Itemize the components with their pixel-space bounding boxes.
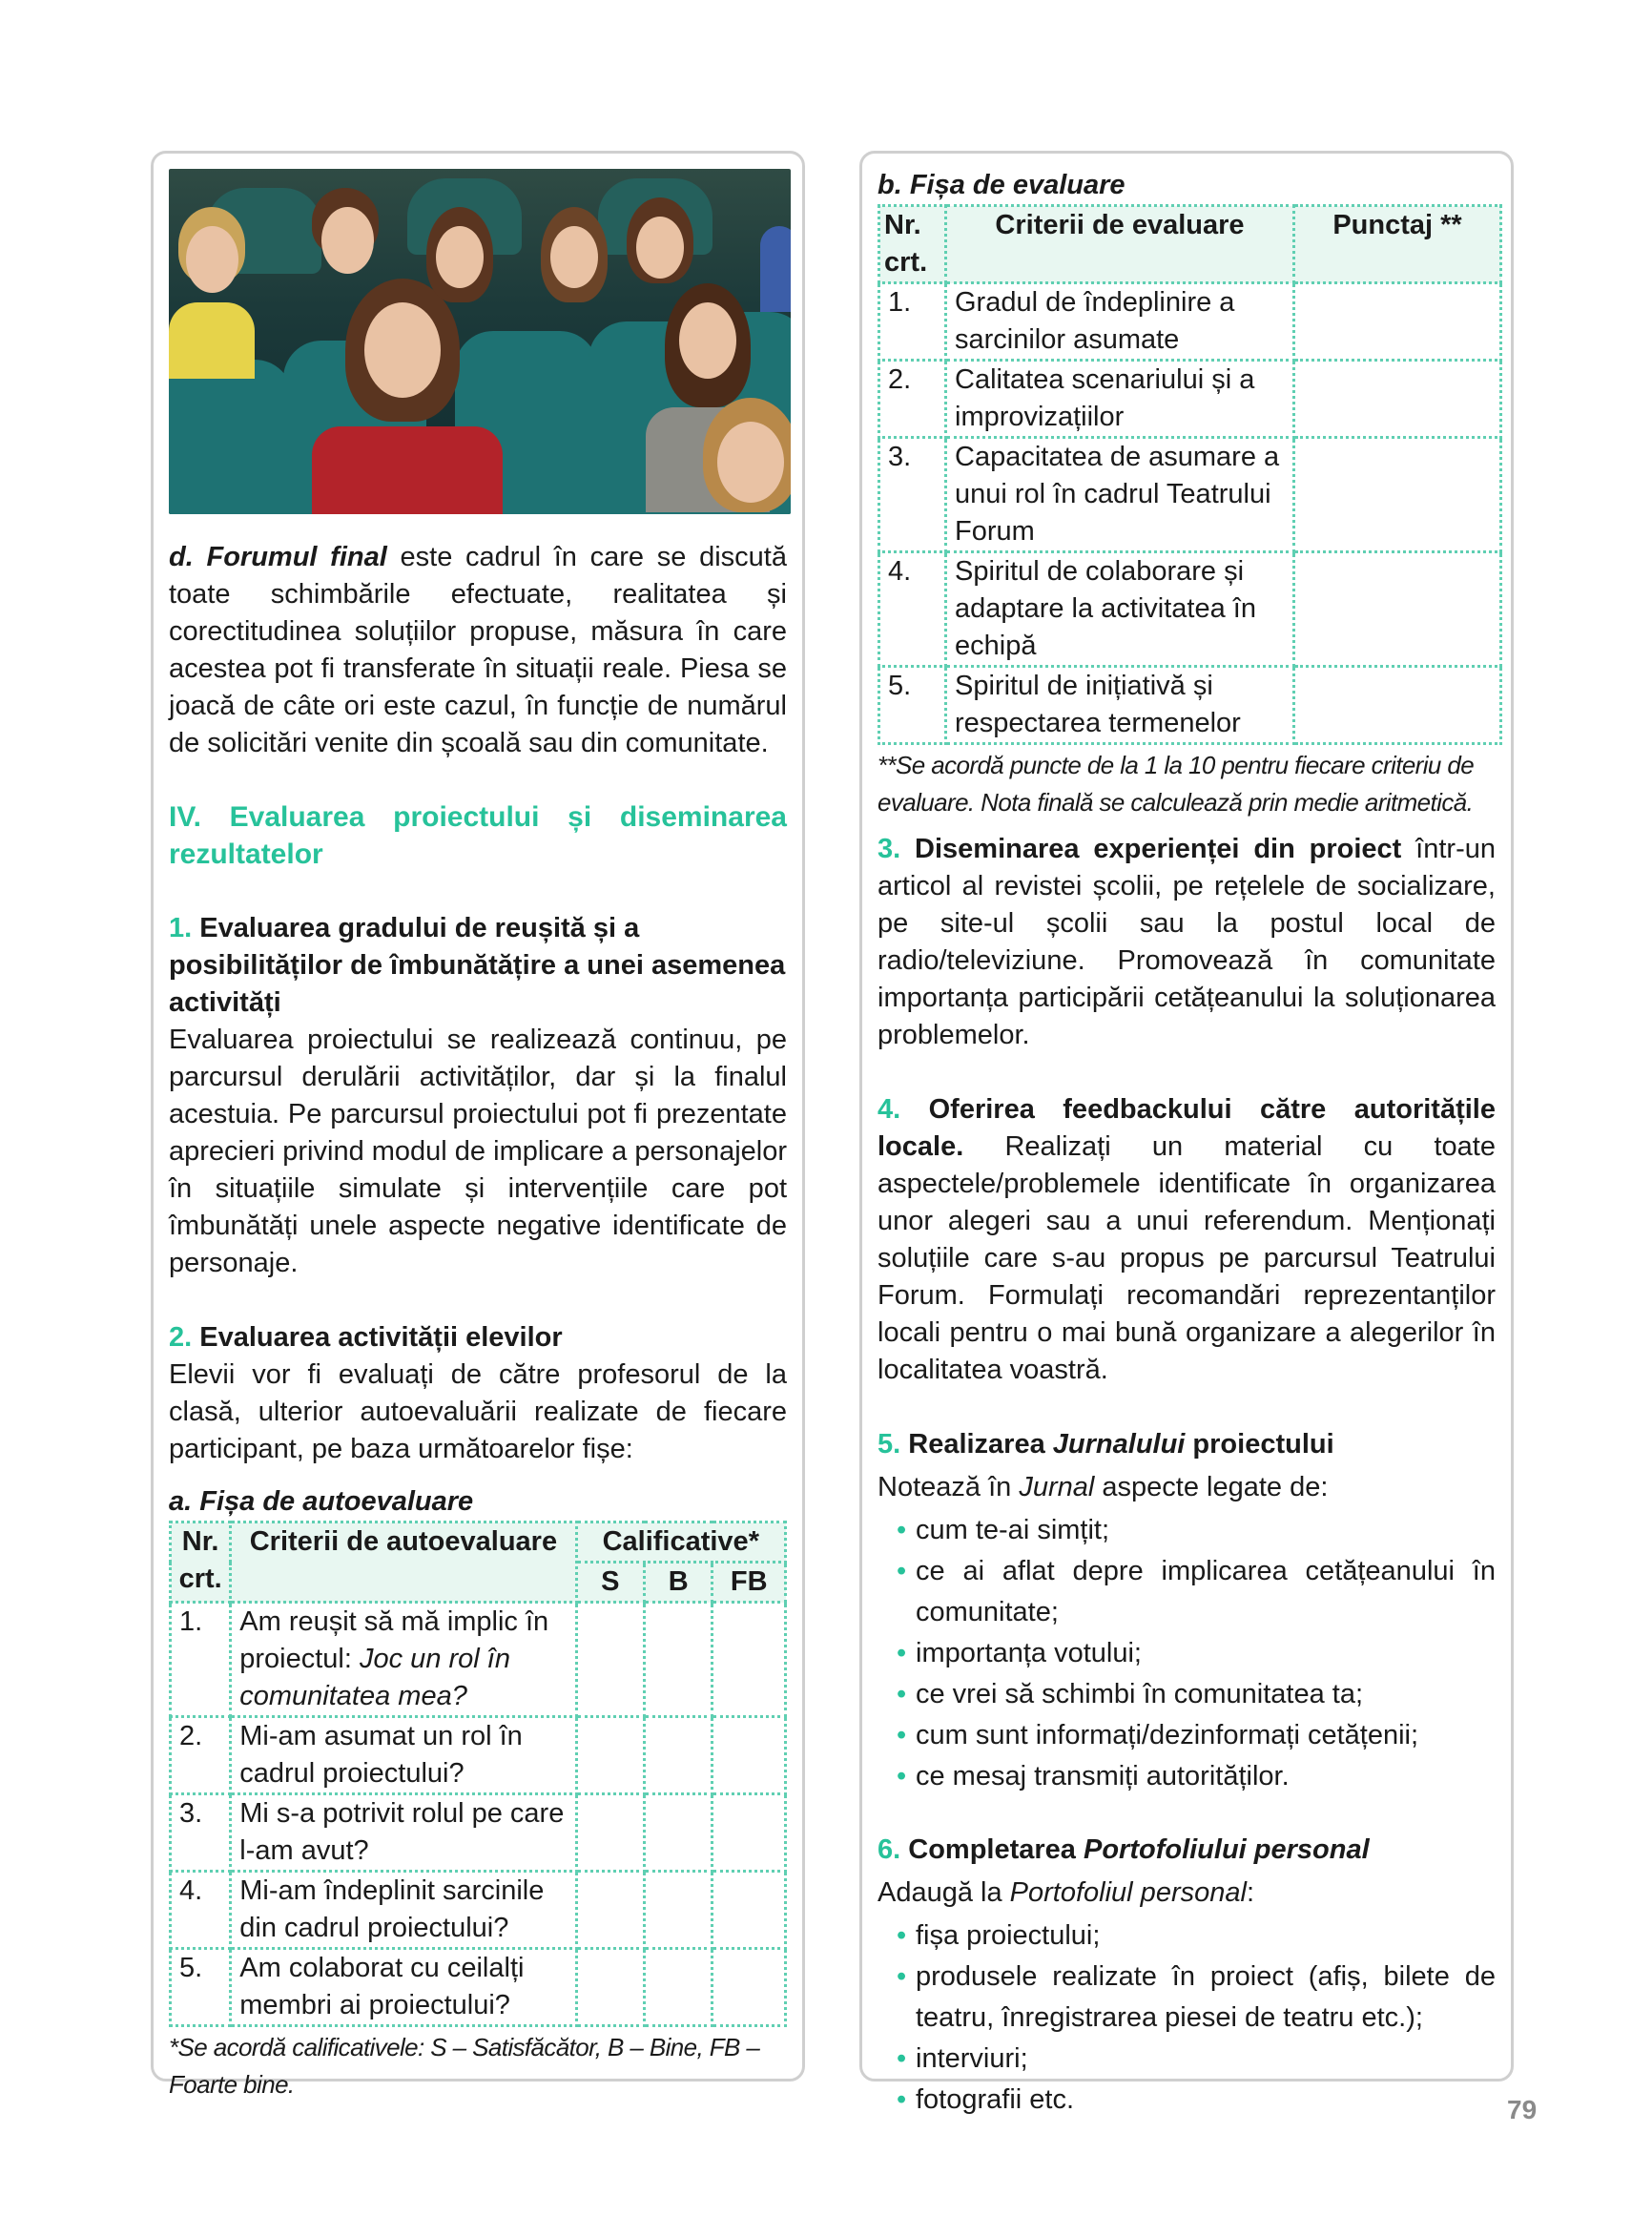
- right-column: [859, 151, 1514, 2115]
- table-row: 3. Mi s-a potrivit rolul pe care l-am avut?: [171, 1794, 786, 1872]
- item1-text: Evaluarea proiectului se realizează continuu, pe parcursul derulării activităților, dar și la finalul acestuia. Pe parcursul proiectului pot fi prezentate aprecieri privind modul de implicare a personajelor în situațiile simulate și intervențiile care pot îmbunătăți unele aspecte negative identificate de personaje.: [169, 1025, 787, 1278]
- table-b-header-punctaj: Punctaj **: [1294, 206, 1501, 283]
- table-a-note: *Se acordă calificativele: S – Satisfăcător, B – Bine, FB – Foarte bine.: [169, 2033, 760, 2099]
- list-item: • ce ai aflat depre implicarea cetățeanului în comunitate;: [897, 1551, 1496, 1633]
- checkbox-cell[interactable]: [712, 1717, 786, 1794]
- list-item: • cum sunt informați/dezinformați cetățenii;: [897, 1715, 1496, 1756]
- checkbox-cell[interactable]: [712, 1949, 786, 2026]
- checkbox-cell[interactable]: [712, 1872, 786, 1949]
- table-row: 5. Spiritul de inițiativă și respectarea termenelor: [879, 667, 1501, 744]
- checkbox-cell[interactable]: [576, 1949, 644, 2026]
- list-item: • interviuri;: [897, 2039, 1496, 2080]
- table-b-header-criteria: Criterii de evaluare: [946, 206, 1294, 283]
- checkbox-cell[interactable]: [576, 1872, 644, 1949]
- score-cell[interactable]: [1294, 667, 1501, 744]
- checkbox-cell[interactable]: [645, 1872, 712, 1949]
- item5-heading: 5. Realizarea Jurnalului proiectului: [878, 1429, 1334, 1460]
- checkbox-cell[interactable]: [645, 1717, 712, 1794]
- checkbox-cell[interactable]: [645, 1949, 712, 2026]
- table-a-header-nr: Nr. crt.: [171, 1522, 231, 1603]
- item5-intro: Notează în Jurnal aspecte legate de:: [878, 1472, 1329, 1502]
- item5-list: [878, 1510, 1496, 1797]
- table-a-header-calif: Calificative*: [576, 1522, 785, 1563]
- checkbox-cell[interactable]: [712, 1603, 786, 1717]
- item6-heading: 6. Completarea Portofoliului personal: [878, 1834, 1370, 1865]
- self-evaluation-table: [169, 1521, 787, 2027]
- item1-heading: 1. Evaluarea gradului de reușită și a posibilităților de îmbunătățire a unei asemenea activități: [169, 913, 786, 1018]
- table-a-header-fb: FB: [712, 1563, 786, 1603]
- score-cell[interactable]: [1294, 283, 1501, 361]
- checkbox-cell[interactable]: [645, 1603, 712, 1717]
- table-row: 4. Mi-am îndeplinit sarcinile din cadrul proiectului?: [171, 1872, 786, 1949]
- forum-text: este cadrul în care se discută toate schimbările efectuate, realitatea și corectitudinea soluțiilor propuse, măsura în care acestea pot fi transferate în situații reale. Piesa se joacă de câte ori este cazul, în funcție de numărul de solicitări venite din școală sau din comunitate.: [169, 542, 787, 758]
- table-a-header-s: S: [576, 1563, 644, 1603]
- table-row: 5. Am colaborat cu ceilalți membri ai proiectului?: [171, 1949, 786, 2026]
- score-cell[interactable]: [1294, 552, 1501, 667]
- item3-paragraph: 3. Diseminarea experienței din proiect într-un articol al revistei școlii, pe rețelele de socializare, pe site-ul școlii sau la postul local de radio/televiziune. Promovează în comunitate importanța participării cetățeanului la soluționarea problemelor.: [878, 834, 1496, 1050]
- page-number: 79: [1507, 2095, 1538, 2124]
- item4-paragraph: 4. Oferirea feedbackului către autoritățile locale. Realizați un material cu toate aspectele/problemele identificate în organizarea unor alegeri sau a unui referendum. Menționați soluțiile care s-au propus pe parcursul Teatrului Forum. Formulați recomandări reprezentanților locali pentru o mai bună organizare a alegerilor în localitatea voastră.: [878, 1094, 1496, 1385]
- table-row: 4. Spiritul de colaborare și adaptare la activitatea în echipă: [879, 552, 1501, 667]
- checkbox-cell[interactable]: [712, 1794, 786, 1872]
- item2-text: Elevii vor fi evaluați de către profesorul de la clasă, ulterior autoevaluării realizate de fiecare participant, pe baza următoarelor fișe:: [169, 1359, 787, 1464]
- table-a-header-b: B: [645, 1563, 712, 1603]
- forum-lead: d. Forumul final: [169, 542, 387, 572]
- list-item: • fișa proiectului;: [897, 1916, 1496, 1957]
- section-title: IV. Evaluarea proiectului și diseminarea rezultatelor: [169, 801, 787, 870]
- list-item: • cum te-ai simțit;: [897, 1510, 1496, 1551]
- list-item: • ce mesaj transmiți autorităților.: [897, 1756, 1496, 1797]
- list-item: • ce vrei să schimbi în comunitatea ta;: [897, 1674, 1496, 1715]
- table-a-header-criteria: Criterii de autoevaluare: [231, 1522, 576, 1603]
- list-item: • fotografii etc.: [897, 2080, 1496, 2121]
- item6-intro: Adaugă la Portofoliul personal:: [878, 1877, 1254, 1908]
- table-row: 1. Am reușit să mă implic în proiectul: Joc un rol în comunitatea mea?: [171, 1603, 786, 1717]
- table-row: 3. Capacitatea de asumare a unui rol în cadrul Teatrului Forum: [879, 438, 1501, 552]
- left-column: [151, 151, 805, 2099]
- forum-paragraph: [169, 539, 787, 762]
- table-b-title: b. Fișa de evaluare: [878, 170, 1125, 200]
- evaluation-table: [878, 204, 1502, 745]
- item2-heading: 2. Evaluarea activității elevilor: [169, 1322, 563, 1353]
- item6-list: [878, 1916, 1496, 2121]
- checkbox-cell[interactable]: [576, 1794, 644, 1872]
- table-row: 2. Mi-am asumat un rol în cadrul proiectului?: [171, 1717, 786, 1794]
- score-cell[interactable]: [1294, 361, 1501, 438]
- cinema-audience-photo: [169, 169, 791, 514]
- score-cell[interactable]: [1294, 438, 1501, 552]
- table-row: 2. Calitatea scenariului și a improvizațiilor: [879, 361, 1501, 438]
- table-a-title: a. Fișa de autoevaluare: [169, 1486, 474, 1517]
- checkbox-cell[interactable]: [645, 1794, 712, 1872]
- table-b-note: **Se acordă puncte de la 1 la 10 pentru fiecare criteriu de evaluare. Nota finală se calculează prin medie aritmetică.: [878, 751, 1475, 817]
- table-b-header-nr: Nr. crt.: [879, 206, 946, 283]
- list-item: • produsele realizate în proiect (afiș, bilete de teatru, înregistrarea piesei de teatru etc.);: [897, 1957, 1496, 2039]
- checkbox-cell[interactable]: [576, 1717, 644, 1794]
- list-item: • importanța votului;: [897, 1633, 1496, 1674]
- checkbox-cell[interactable]: [576, 1603, 644, 1717]
- table-row: 1. Gradul de îndeplinire a sarcinilor asumate: [879, 283, 1501, 361]
